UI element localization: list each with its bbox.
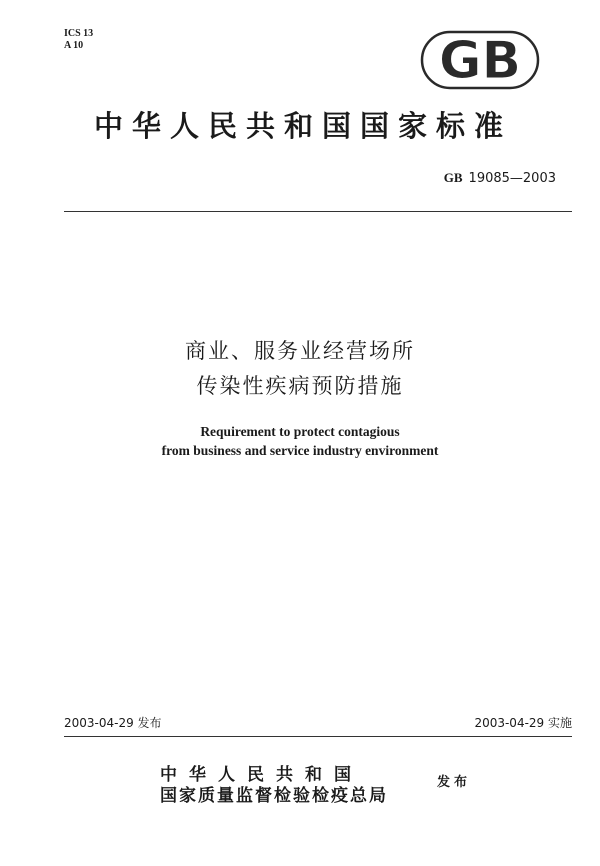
standard-code: 19085—2003 bbox=[468, 171, 556, 186]
title-zh-line1: 商业、服务业经营场所 bbox=[185, 339, 415, 363]
bottom-divider bbox=[64, 736, 572, 737]
classification-codes bbox=[64, 28, 93, 52]
issuer-action: 发布 bbox=[437, 775, 472, 790]
title-en-line2: from business and service industry environment bbox=[161, 443, 439, 458]
effective-date: 2003-04-29 实施 bbox=[474, 716, 572, 730]
title-en-line1: Requirement to protect contagious bbox=[200, 424, 400, 439]
ics-code: ICS 13 bbox=[64, 28, 94, 39]
issuer-line2: 国家质量监督检验检疫总局 bbox=[160, 786, 388, 806]
issuer-line1: 中华人民共和国 bbox=[160, 765, 363, 785]
standard-number bbox=[444, 170, 556, 186]
title-zh-line2: 传染性疾病预防措施 bbox=[196, 374, 404, 398]
gb-logo-text: GB bbox=[438, 31, 522, 91]
top-divider bbox=[64, 211, 572, 212]
gb-logo bbox=[418, 26, 542, 94]
page-title: 中华人民共和国国家标准 bbox=[93, 109, 512, 143]
standard-prefix: GB bbox=[443, 170, 463, 185]
issue-date: 2003-04-29 发布 bbox=[64, 716, 162, 730]
ccs-code: A 10 bbox=[64, 40, 84, 51]
gb-logo-icon bbox=[418, 26, 542, 94]
